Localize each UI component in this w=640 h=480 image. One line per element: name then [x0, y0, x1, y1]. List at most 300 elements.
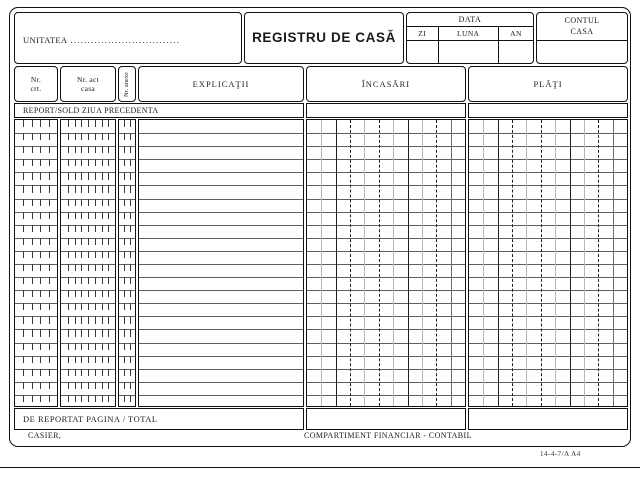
- grid-row-rule: [469, 146, 627, 147]
- grid-row-rule: [139, 369, 303, 370]
- grid-tick: [23, 225, 24, 232]
- grid-tick: [88, 212, 89, 219]
- signature-row: [14, 431, 628, 444]
- grid-tick: [102, 159, 103, 166]
- nr-anexe-line1: Nr.: [123, 88, 130, 97]
- grid-tick: [81, 290, 82, 297]
- grid-tick: [102, 172, 103, 179]
- grid-tick: [102, 277, 103, 284]
- grid-tick: [68, 264, 69, 271]
- grid-tick: [130, 212, 131, 219]
- grid-row-rule: [307, 133, 465, 134]
- grid-row-rule: [15, 264, 57, 265]
- grid-row-rule: [119, 251, 135, 252]
- grid-row-rule: [469, 290, 627, 291]
- grid-tick: [40, 212, 41, 219]
- grid-tick: [49, 343, 50, 350]
- money-column-rule: [541, 120, 542, 406]
- grid-tick: [40, 146, 41, 153]
- grid-tick: [81, 133, 82, 140]
- grid-tick: [68, 369, 69, 376]
- grid-tick: [88, 133, 89, 140]
- grid-tick: [81, 356, 82, 363]
- grid-tick: [75, 316, 76, 323]
- grid-tick: [124, 329, 125, 336]
- grid-row-rule: [139, 172, 303, 173]
- grid-row-rule: [15, 146, 57, 147]
- grid-tick: [130, 316, 131, 323]
- grid-tick: [130, 356, 131, 363]
- grid-tick: [108, 382, 109, 389]
- grid-tick: [124, 369, 125, 376]
- grid-tick: [32, 146, 33, 153]
- grid-row-rule: [469, 343, 627, 344]
- grid-tick: [32, 369, 33, 376]
- grid-tick: [49, 159, 50, 166]
- grid-tick: [40, 264, 41, 271]
- grid-tick: [95, 369, 96, 376]
- grid-tick: [32, 343, 33, 350]
- grid-tick: [130, 395, 131, 402]
- grid-tick: [130, 264, 131, 271]
- grid-row-rule: [307, 303, 465, 304]
- grid-tick: [49, 199, 50, 206]
- column-header-nr-anexe: [118, 66, 136, 102]
- grid-tick: [124, 395, 125, 402]
- grid-tick: [95, 225, 96, 232]
- grid-tick: [88, 120, 89, 127]
- grid-nr-act[interactable]: [60, 119, 116, 407]
- grid-tick: [23, 316, 24, 323]
- grid-tick: [49, 120, 50, 127]
- grid-tick: [40, 238, 41, 245]
- grid-tick: [32, 185, 33, 192]
- grid-tick: [75, 159, 76, 166]
- grid-tick: [108, 238, 109, 245]
- grid-row-rule: [119, 290, 135, 291]
- grid-tick: [49, 316, 50, 323]
- money-column-rule: [483, 120, 484, 406]
- money-column-rule: [436, 120, 437, 406]
- grid-tick: [68, 251, 69, 258]
- grid-tick: [108, 133, 109, 140]
- grid-tick: [81, 212, 82, 219]
- money-column-rule: [364, 120, 365, 406]
- grid-tick: [81, 329, 82, 336]
- grid-row-rule: [307, 329, 465, 330]
- grid-tick: [88, 238, 89, 245]
- grid-row-rule: [15, 185, 57, 186]
- data-value-row: [407, 41, 533, 63]
- grid-tick: [23, 146, 24, 153]
- grid-row-rule: [15, 199, 57, 200]
- grid-tick: [75, 303, 76, 310]
- nr-crt-line2: crt.: [30, 84, 42, 93]
- grid-tick: [68, 329, 69, 336]
- grid-tick: [130, 238, 131, 245]
- data-value-an[interactable]: [499, 41, 533, 63]
- grid-tick: [124, 238, 125, 245]
- table-column-headers: [14, 66, 628, 102]
- grid-row-rule: [139, 212, 303, 213]
- grid-row-rule: [469, 277, 627, 278]
- grid-tick: [81, 316, 82, 323]
- grid-tick: [108, 120, 109, 127]
- grid-tick: [95, 251, 96, 258]
- grid-tick: [95, 290, 96, 297]
- grid-tick: [130, 382, 131, 389]
- grid-row-rule: [15, 369, 57, 370]
- grid-tick: [75, 185, 76, 192]
- money-column-rule: [555, 120, 556, 406]
- grid-tick: [124, 212, 125, 219]
- grid-tick: [49, 185, 50, 192]
- grid-row-rule: [139, 343, 303, 344]
- grid-tick: [75, 264, 76, 271]
- grid-tick: [23, 238, 24, 245]
- grid-tick: [124, 290, 125, 297]
- contul-casa-section: [536, 12, 628, 64]
- grid-tick: [88, 329, 89, 336]
- grid-tick: [75, 369, 76, 376]
- grid-row-rule: [469, 172, 627, 173]
- grid-row-rule: [139, 382, 303, 383]
- grid-tick: [130, 120, 131, 127]
- grid-tick: [102, 251, 103, 258]
- grid-tick: [68, 159, 69, 166]
- grid-tick: [23, 277, 24, 284]
- grid-tick: [81, 238, 82, 245]
- grid-tick: [124, 251, 125, 258]
- grid-tick: [75, 395, 76, 402]
- grid-tick: [40, 369, 41, 376]
- grid-tick: [130, 199, 131, 206]
- grid-row-rule: [119, 146, 135, 147]
- form-title-box: [244, 12, 404, 64]
- grid-tick: [88, 159, 89, 166]
- money-column-rule: [570, 120, 571, 406]
- grid-row-rule: [15, 290, 57, 291]
- grid-tick: [23, 133, 24, 140]
- grid-tick: [49, 133, 50, 140]
- grid-tick: [81, 199, 82, 206]
- grid-row-rule: [15, 238, 57, 239]
- grid-tick: [81, 120, 82, 127]
- grid-tick: [68, 120, 69, 127]
- grid-tick: [124, 172, 125, 179]
- grid-tick: [88, 277, 89, 284]
- grid-row-rule: [469, 133, 627, 134]
- grid-row-rule: [15, 329, 57, 330]
- grid-tick: [102, 395, 103, 402]
- grid-tick: [124, 264, 125, 271]
- grid-row-rule: [469, 316, 627, 317]
- grid-tick: [75, 225, 76, 232]
- grid-tick: [75, 238, 76, 245]
- casier-label: CASIER,: [28, 431, 62, 440]
- grid-tick: [23, 251, 24, 258]
- data-value-luna[interactable]: [439, 41, 499, 63]
- grid-tick: [102, 120, 103, 127]
- grid-tick: [32, 356, 33, 363]
- grid-tick: [75, 382, 76, 389]
- de-reportat-plati-cell[interactable]: [468, 408, 628, 430]
- grid-tick: [108, 251, 109, 258]
- de-reportat-incasari-cell[interactable]: [306, 408, 466, 430]
- grid-tick: [130, 343, 131, 350]
- column-header-nr-crt: [14, 66, 58, 102]
- grid-tick: [108, 303, 109, 310]
- de-reportat-label-cell: [14, 408, 304, 430]
- grid-tick: [68, 199, 69, 206]
- grid-row-rule: [139, 316, 303, 317]
- grid-row-rule: [139, 329, 303, 330]
- grid-row-rule: [15, 343, 57, 344]
- grid-row-rule: [139, 395, 303, 396]
- grid-row-rule: [119, 199, 135, 200]
- grid-tick: [81, 303, 82, 310]
- nr-crt-line1: Nr.: [30, 75, 42, 84]
- grid-tick: [32, 395, 33, 402]
- grid-row-rule: [15, 225, 57, 226]
- grid-row-rule: [139, 238, 303, 239]
- grid-tick: [81, 382, 82, 389]
- grid-tick: [68, 185, 69, 192]
- grid-tick: [124, 133, 125, 140]
- grid-tick: [68, 343, 69, 350]
- grid-row-rule: [119, 382, 135, 383]
- grid-row-rule: [307, 159, 465, 160]
- grid-tick: [102, 382, 103, 389]
- column-header-incasari: [306, 66, 466, 102]
- grid-row-rule: [469, 395, 627, 396]
- grid-tick: [95, 264, 96, 271]
- grid-plati[interactable]: [468, 119, 628, 407]
- grid-tick: [32, 159, 33, 166]
- grid-tick: [75, 356, 76, 363]
- grid-tick: [95, 133, 96, 140]
- grid-row-rule: [469, 264, 627, 265]
- grid-tick: [124, 356, 125, 363]
- grid-tick: [95, 185, 96, 192]
- grid-tick: [102, 225, 103, 232]
- grid-tick: [95, 382, 96, 389]
- grid-tick: [49, 277, 50, 284]
- grid-tick: [49, 238, 50, 245]
- grid-tick: [95, 146, 96, 153]
- data-section: [406, 12, 534, 64]
- page-bottom-rule: [0, 467, 640, 468]
- grid-tick: [108, 264, 109, 271]
- grid-row-rule: [15, 303, 57, 304]
- grid-tick: [23, 329, 24, 336]
- grid-tick: [40, 251, 41, 258]
- grid-tick: [102, 199, 103, 206]
- money-column-rule: [526, 120, 527, 406]
- grid-tick: [32, 316, 33, 323]
- grid-tick: [32, 290, 33, 297]
- data-value-zi[interactable]: [407, 41, 439, 63]
- money-column-rule: [393, 120, 394, 406]
- grid-tick: [130, 303, 131, 310]
- grid-tick: [40, 199, 41, 206]
- grid-row-rule: [119, 369, 135, 370]
- unitatea-field[interactable]: [14, 12, 242, 64]
- grid-tick: [88, 343, 89, 350]
- grid-tick: [32, 277, 33, 284]
- grid-tick: [75, 120, 76, 127]
- grid-row-rule: [307, 343, 465, 344]
- column-header-plati-text: PLĂŢI: [533, 78, 563, 89]
- grid-tick: [102, 369, 103, 376]
- grid-nr-anexe[interactable]: [118, 119, 136, 407]
- grid-row-rule: [15, 316, 57, 317]
- grid-tick: [108, 185, 109, 192]
- grid-tick: [40, 329, 41, 336]
- grid-tick: [102, 212, 103, 219]
- grid-row-rule: [469, 185, 627, 186]
- contul-casa-label-wrap: [537, 13, 627, 41]
- grid-row-rule: [307, 356, 465, 357]
- grid-tick: [68, 277, 69, 284]
- grid-row-rule: [307, 185, 465, 186]
- grid-tick: [23, 343, 24, 350]
- grid-row-rule: [469, 212, 627, 213]
- grid-tick: [32, 264, 33, 271]
- grid-tick: [108, 277, 109, 284]
- de-reportat-label: DE REPORTAT PAGINA / TOTAL: [23, 414, 158, 424]
- report-sold-plati-cell[interactable]: [468, 103, 628, 118]
- grid-tick: [68, 356, 69, 363]
- cash-register-form-sheet: [9, 7, 631, 447]
- grid-tick: [23, 369, 24, 376]
- grid-tick: [81, 369, 82, 376]
- money-column-rule: [422, 120, 423, 406]
- grid-tick: [95, 199, 96, 206]
- grid-tick: [75, 146, 76, 153]
- data-col-zi: ZI: [407, 27, 439, 40]
- grid-tick: [68, 238, 69, 245]
- grid-tick: [23, 395, 24, 402]
- grid-row-rule: [119, 238, 135, 239]
- grid-tick: [75, 172, 76, 179]
- page-title: REGISTRU DE CASĂ: [252, 30, 396, 46]
- grid-row-rule: [307, 316, 465, 317]
- grid-tick: [23, 185, 24, 192]
- grid-tick: [75, 199, 76, 206]
- grid-row-rule: [307, 382, 465, 383]
- grid-tick: [124, 146, 125, 153]
- unitatea-label-wrap: [23, 30, 180, 46]
- contul-casa-value[interactable]: [537, 41, 627, 63]
- grid-row-rule: [15, 382, 57, 383]
- grid-tick: [108, 356, 109, 363]
- grid-nr-crt[interactable]: [14, 119, 58, 407]
- money-column-rule: [408, 120, 409, 406]
- grid-tick: [49, 212, 50, 219]
- column-header-incasari-text: ÎNCASĂRI: [361, 78, 411, 89]
- grid-row-rule: [139, 159, 303, 160]
- grid-tick: [124, 277, 125, 284]
- grid-row-rule: [119, 277, 135, 278]
- grid-tick: [40, 290, 41, 297]
- grid-row-rule: [139, 303, 303, 304]
- grid-tick: [88, 146, 89, 153]
- grid-tick: [68, 225, 69, 232]
- grid-row-rule: [119, 225, 135, 226]
- grid-row-rule: [139, 199, 303, 200]
- grid-explicatii[interactable]: [138, 119, 304, 407]
- grid-row-rule: [15, 356, 57, 357]
- money-column-rule: [321, 120, 322, 406]
- grid-tick: [130, 290, 131, 297]
- compartiment-financiar-label: COMPARTIMENT FINANCIAR - CONTABIL: [304, 431, 472, 440]
- grid-row-rule: [469, 369, 627, 370]
- grid-tick: [102, 290, 103, 297]
- grid-row-rule: [119, 185, 135, 186]
- grid-tick: [88, 199, 89, 206]
- money-column-rule: [379, 120, 380, 406]
- grid-tick: [40, 356, 41, 363]
- grid-tick: [81, 185, 82, 192]
- grid-row-rule: [469, 251, 627, 252]
- grid-tick: [32, 120, 33, 127]
- grid-tick: [23, 356, 24, 363]
- grid-tick: [49, 290, 50, 297]
- grid-tick: [40, 225, 41, 232]
- column-header-nr-crt-text: [15, 67, 57, 101]
- grid-tick: [40, 343, 41, 350]
- grid-tick: [102, 329, 103, 336]
- grid-tick: [102, 264, 103, 271]
- grid-row-rule: [119, 212, 135, 213]
- grid-tick: [40, 395, 41, 402]
- grid-tick: [108, 146, 109, 153]
- grid-tick: [124, 225, 125, 232]
- money-column-rule: [498, 120, 499, 406]
- grid-tick: [81, 172, 82, 179]
- grid-tick: [49, 146, 50, 153]
- grid-tick: [124, 199, 125, 206]
- grid-tick: [102, 356, 103, 363]
- report-sold-incasari-cell[interactable]: [306, 103, 466, 118]
- grid-tick: [40, 120, 41, 127]
- grid-incasari[interactable]: [306, 119, 466, 407]
- grid-tick: [49, 251, 50, 258]
- grid-tick: [81, 395, 82, 402]
- grid-tick: [32, 133, 33, 140]
- grid-tick: [40, 303, 41, 310]
- column-header-plati: [468, 66, 628, 102]
- grid-tick: [95, 356, 96, 363]
- grid-row-rule: [307, 212, 465, 213]
- grid-tick: [23, 382, 24, 389]
- column-header-explicatii-text: EXPLICAŢII: [192, 78, 250, 89]
- grid-tick: [88, 303, 89, 310]
- grid-row-rule: [307, 251, 465, 252]
- grid-row-rule: [139, 356, 303, 357]
- grid-row-rule: [15, 251, 57, 252]
- report-sold-row: [14, 103, 628, 118]
- grid-row-rule: [139, 277, 303, 278]
- grid-tick: [108, 172, 109, 179]
- grid-tick: [124, 303, 125, 310]
- data-col-an: AN: [510, 29, 522, 38]
- grid-tick: [75, 251, 76, 258]
- grid-tick: [95, 343, 96, 350]
- grid-tick: [108, 343, 109, 350]
- grid-row-rule: [469, 329, 627, 330]
